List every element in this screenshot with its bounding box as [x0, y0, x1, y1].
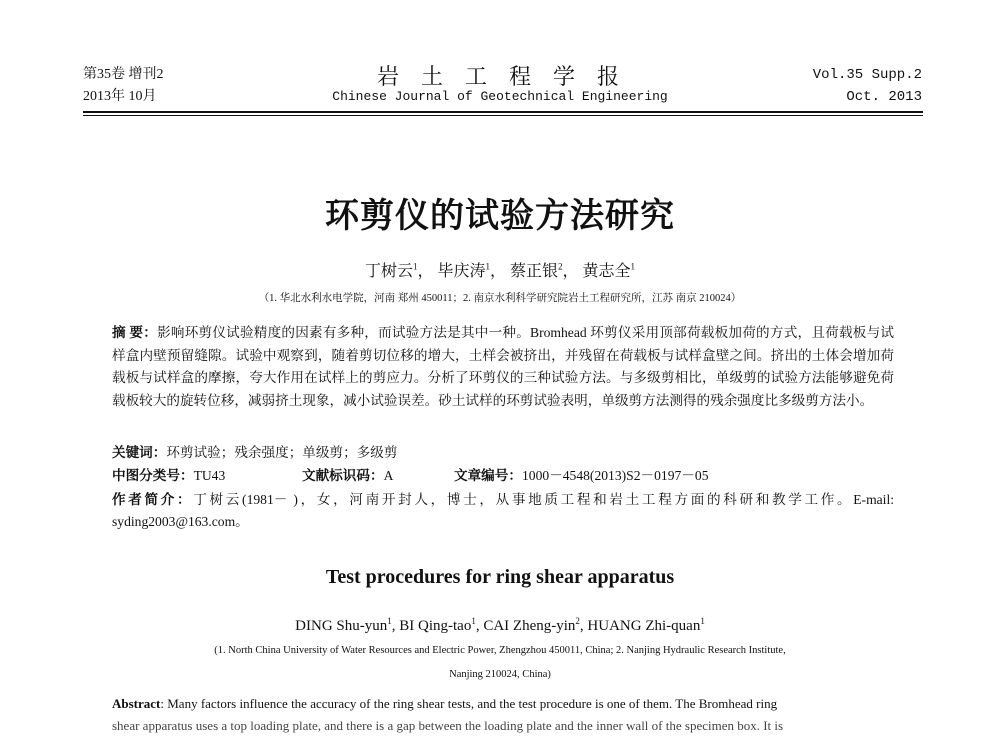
author-cn: 丁树云 [364, 263, 413, 280]
author-en: CAI Zheng-yin [483, 618, 576, 634]
author-bio [112, 489, 894, 533]
doc-code-value: A [383, 468, 394, 483]
abstract-cn-text: 影响环剪仪试验精度的因素有多种，而试验方法是其中一种。Bromhead 环剪仪采用顶部荷载板加荷的方式，且荷载板与试样盒内壁预留缝隙。试验中观察到，随着剪切位移的增大，土样会被挤出，并残留在荷载板与试样盒壁之间。挤出的土体会增加荷载板与试样盒的摩擦，夸大作用在试样上的剪应力。分析了环剪仪的三种试验方法。与多级剪相比，单级剪的试验方法能够避免荷载板较大的旋转位移，减弱挤土现象，减小试验误差。砂土试样的环剪试验表明，单级剪方法测得的残余强度比多级剪方法小。 [112, 325, 894, 408]
header-rule-thin [83, 115, 923, 116]
author-cn: 黄志全 [582, 263, 631, 280]
author-affil-mark: 1 [471, 616, 476, 626]
author-affil-mark: 1 [412, 261, 418, 272]
abstract-cn [112, 322, 894, 412]
classification-line [112, 465, 709, 487]
author-affil-mark: 1 [485, 261, 490, 272]
doc-code-label: 文献标识码： [302, 468, 384, 483]
journal-title-en: Chinese Journal of Geotechnical Engineering [332, 89, 668, 104]
article-no-value: 1000－4548(2013)S2－0197－05 [521, 468, 709, 483]
bio-text: 丁树云(1981－ )，女，河南开封人，博士，从事地质工程和岩土工程方面的科研和教学工作。E-mail: syding2003@163.com。 [112, 492, 895, 529]
journal-date-cn: 2013年 10月 [83, 89, 157, 104]
abstract-en-text: : Many factors influence the accuracy of the ring shear tests, and the test procedure is one of them. The Bromhead ring [160, 696, 778, 711]
clc-value: TU43 [193, 468, 226, 483]
author-affil-mark: 1 [700, 616, 705, 626]
author-affil-mark: 1 [630, 261, 636, 272]
author-affil-mark: 2 [575, 616, 580, 626]
author-cn: 毕庆涛 [437, 263, 486, 280]
journal-volume-issue: 第35卷 增刊2 [83, 67, 164, 82]
authors-en: DING Shu-yun$^1$, BI Qing-tao$^1$, CAI Zheng-yin$^2$, HUANG Zhi-quan$^1$ [295, 616, 705, 634]
affiliation-en-line1: (1. North China University of Water Resources and Electric Power, Zhengzhou 450011, China; 2. Nanjing Hydraulic Research Institute, [214, 645, 786, 656]
journal-volume-en: Vol.35 Supp.2 [812, 67, 922, 83]
affiliation-cn: （1. 华北水利水电学院，河南 郑州 450011；2. 南京水利科学研究院岩土工程研究所，江苏 南京 210024） [258, 293, 742, 304]
author-en: HUANG Zhi-quan [587, 618, 701, 634]
authors-cn: 丁树云$^1$， 毕庆涛$^1$， 蔡正银$^2$， 黄志全$^1$ [364, 261, 636, 280]
abstract-en-line2: shear apparatus uses a top loading plate, and there is a gap between the loading plate and the inner wall of the specimen box. It is [112, 718, 784, 733]
author-en: DING Shu-yun [295, 618, 388, 634]
clc-label: 中图分类号： [112, 468, 194, 483]
article-no-label: 文章编号： [454, 468, 522, 483]
author-cn: 蔡正银 [510, 263, 559, 280]
keywords-label: 关键词： [112, 445, 167, 460]
keywords-text: 环剪试验；残余强度；单级剪；多级剪 [166, 445, 398, 460]
abstract-en-label: Abstract [112, 696, 161, 711]
author-affil-mark: 1 [387, 616, 392, 626]
abstract-cn-label: 摘 要： [112, 325, 158, 340]
journal-date-en: Oct. 2013 [846, 89, 922, 105]
author-en: BI Qing-tao [399, 618, 472, 634]
affiliation-en-line2: Nanjing 210024, China) [449, 669, 551, 680]
keywords [112, 442, 397, 464]
header-rule-thick [83, 111, 923, 113]
author-affil-mark: 2 [558, 261, 563, 272]
article-title-cn: 环剪仪的试验方法研究 [325, 198, 675, 235]
abstract-en [112, 693, 902, 715]
bio-label: 作者简介： [112, 492, 194, 507]
article-title-en: Test procedures for ring shear apparatus [325, 566, 675, 588]
journal-title-cn: 岩土工程学报 [376, 64, 641, 89]
